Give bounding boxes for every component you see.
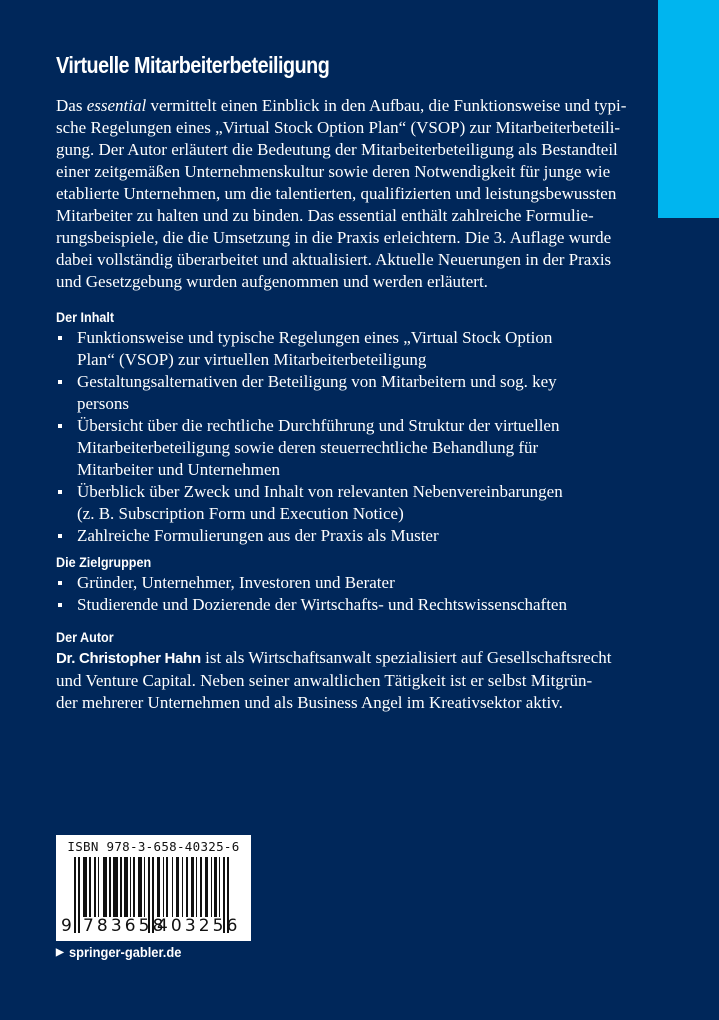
bullet-icon	[58, 424, 62, 428]
barcode-digits-right: 403256	[157, 916, 241, 936]
intro-line: rungsbeispiele, die die Umsetzung in die Praxis erleichtern. Die 3. Auflage wurde	[56, 228, 612, 247]
intro-line: dabei vollständig überarbeitet und aktualisiert. Aktuelle Neuerungen in der Praxis	[56, 250, 612, 269]
author-name: Dr. Christopher Hahn	[56, 650, 201, 667]
contents-list	[56, 327, 656, 547]
bullet-icon	[58, 581, 62, 585]
intro-line: Mitarbeiter zu halten und zu binden. Das essential enthält zahlreiche Formulie-	[56, 206, 594, 225]
intro-line: gung. Der Autor erläutert die Bedeutung der Mitarbeiterbeteiligung als Bestandteil	[56, 140, 618, 159]
contents-heading: Der Inhalt	[56, 309, 115, 325]
audience-list	[56, 572, 656, 616]
accent-bar	[658, 0, 719, 218]
intro-line: etablierte Unternehmen, um die talentierten, qualifizierten und leistungsbewussten	[56, 184, 617, 203]
author-section	[56, 627, 656, 714]
audience-item: Studierende und Dozierende der Wirtschafts- und Rechtswissenschaften	[56, 594, 656, 616]
essential-emphasis: essential	[86, 96, 147, 115]
contents-item: Überblick über Zweck und Inhalt von relevanten Nebenvereinbarungen (z. B. Subscription Form und Execution Notice)	[56, 481, 656, 525]
bullet-icon	[58, 380, 62, 384]
author-bio: Dr. Christopher Hahn ist als Wirtschaftsanwalt spezialisiert auf Gesellschaftsrecht und Venture Capital. Neben seiner anwaltlichen Tätigkeit ist er selbst Mitgrün- der mehrerer Unternehmen und als Business Angel im Kreativsektor aktiv.	[56, 648, 612, 712]
bullet-icon	[58, 534, 62, 538]
bullet-icon	[58, 336, 62, 340]
contents-item: Funktionsweise und typische Regelungen eines „Virtual Stock Option Plan“ (VSOP) zur virtuellen Mitarbeiterbeteiligung	[56, 327, 656, 371]
isbn-barcode	[56, 835, 251, 941]
intro-line: sche Regelungen eines „Virtual Stock Option Plan“ (VSOP) zur Mitarbeiterbeteili-	[56, 118, 621, 137]
intro-line: Das essential vermittelt einen Einblick in den Aufbau, die Funktionsweise und typi-	[56, 96, 627, 115]
intro-line: und Gesetzgebung wurden aufgenommen und werden erläutert.	[56, 272, 488, 291]
contents-item: Übersicht über die rechtliche Durchführung und Struktur der virtuellen Mitarbeiterbeteiligung sowie deren steuerrechtliche Behandlung für Mitarbeiter und Unternehmen	[56, 415, 656, 481]
author-heading: Der Autor	[56, 629, 114, 645]
audience-item: Gründer, Unternehmer, Investoren und Berater	[56, 572, 656, 594]
play-arrow-icon: ▶	[56, 946, 64, 958]
isbn-label: ISBN 978-3-658-40325-6	[67, 839, 240, 854]
barcode-digits-left: 783658	[83, 916, 167, 936]
website-url: springer-gabler.de	[68, 944, 182, 960]
audience-heading: Die Zielgruppen	[56, 554, 152, 570]
barcode-digit-first: 9	[61, 916, 75, 936]
contents-item: Zahlreiche Formulierungen aus der Praxis als Muster	[56, 525, 656, 547]
intro-line: einer zeitgemäßen Unternehmenskultur sowie deren Notwendigkeit für junge wie	[56, 162, 611, 181]
audience-section	[56, 552, 656, 616]
contents-section	[56, 307, 656, 547]
bullet-icon	[58, 490, 62, 494]
contents-item: Gestaltungsalternativen der Beteiligung von Mitarbeitern und sog. key persons	[56, 371, 656, 415]
book-title: Virtuelle Mitarbeiterbeteiligung	[56, 52, 330, 78]
intro-paragraph	[56, 95, 656, 293]
publisher-website-link[interactable]	[56, 944, 191, 960]
bullet-icon	[58, 603, 62, 607]
